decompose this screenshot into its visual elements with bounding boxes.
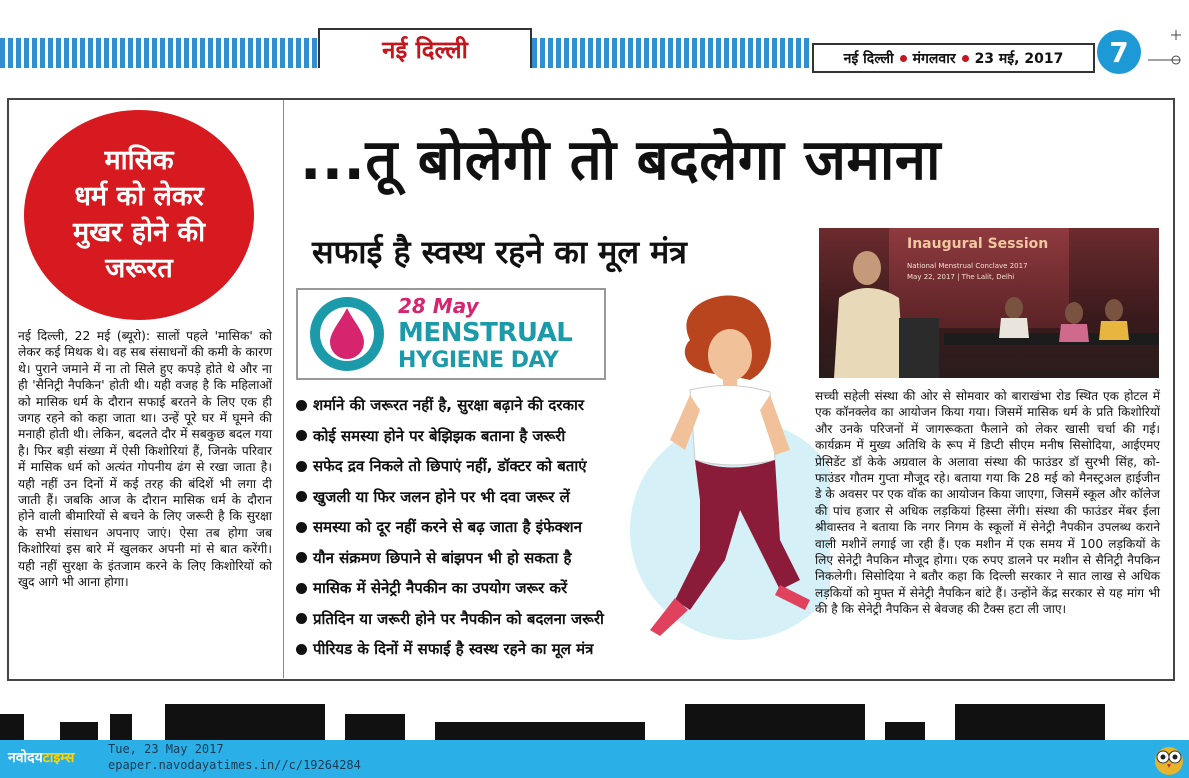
bullet-item bbox=[296, 421, 676, 452]
bullet-text: खुजली या फिर जलन होने पर भी दवा जरूर लें bbox=[313, 487, 570, 506]
bullet-item bbox=[296, 543, 676, 574]
bullet-item bbox=[296, 512, 676, 543]
screen-line-1: National Menstrual Conclave 2017 bbox=[907, 262, 1028, 270]
screen-title: Inaugural Session bbox=[907, 236, 1049, 252]
subheadline: सफाई है स्वस्थ रहने का मूल मंत्र bbox=[312, 233, 687, 271]
bullet-text: यौन संक्रमण छिपाने से बांझपन भी हो सकता है bbox=[313, 548, 572, 567]
speaker-figure bbox=[819, 238, 1159, 378]
hygiene-day-logo bbox=[296, 288, 606, 380]
dateline bbox=[812, 43, 1095, 73]
headline: ...तू बोलेगी तो बदलेगा जमाना bbox=[300, 128, 941, 193]
bullet-dot-icon bbox=[296, 400, 307, 411]
bullet-text: प्रतिदिन या जरूरी होने पर नैपकीन को बदलना जरूरी bbox=[313, 609, 604, 628]
date-full: 23 मई, 2017 bbox=[974, 50, 1064, 67]
brand-part-2: टाइम्स bbox=[42, 750, 75, 766]
bullet-item bbox=[296, 573, 676, 604]
bullet-item bbox=[296, 634, 676, 665]
section-title: नई दिल्ली bbox=[382, 35, 468, 64]
owl-icon bbox=[1152, 742, 1186, 776]
date-city: नई दिल्ली bbox=[843, 50, 894, 67]
masthead-stripes-left bbox=[0, 38, 318, 68]
footer-url[interactable]: epaper.navodayatimes.in//c/19264284 bbox=[108, 758, 361, 772]
badge-line-4: जरूरत bbox=[105, 253, 173, 284]
bullet-dot-icon bbox=[296, 613, 307, 624]
bullet-text: कोई समस्या होने पर बेझिझक बताना है जरूरी bbox=[313, 426, 566, 445]
badge-line-1: मासिक bbox=[104, 145, 174, 176]
bullet-item bbox=[296, 482, 676, 513]
bullet-item bbox=[296, 451, 676, 482]
bullet-text: पीरियड के दिनों में सफाई है स्वस्थ रहने का मूल मंत्र bbox=[313, 640, 594, 659]
bullet-text: मासिक में सेनेट्री नैपकीन का उपयोग जरूर करें bbox=[313, 579, 568, 598]
footer-bar bbox=[0, 740, 1189, 778]
logo-hygiene-day: HYGIENE DAY bbox=[398, 348, 559, 373]
bullet-text: समस्या को दूर नहीं करने से बढ़ जाता है इंफेक्शन bbox=[313, 518, 582, 537]
logo-date: 28 May bbox=[398, 294, 479, 318]
bullet-dot-icon bbox=[296, 522, 307, 533]
event-photo bbox=[819, 228, 1159, 378]
bullet-dot-icon bbox=[296, 491, 307, 502]
next-headline-fragment bbox=[0, 704, 1189, 740]
bullet-dot-icon bbox=[962, 55, 969, 62]
masthead-stripes-right bbox=[532, 38, 812, 68]
column-divider bbox=[283, 100, 284, 678]
badge-line-3: मुखर होने की bbox=[72, 217, 206, 248]
bullet-dot-icon bbox=[296, 644, 307, 655]
bullet-item bbox=[296, 390, 676, 421]
bullet-text: सफेद द्रव निकले तो छिपाएं नहीं, डॉक्टर को बताएं bbox=[313, 457, 587, 476]
red-badge bbox=[24, 110, 254, 320]
bullet-dot-icon bbox=[900, 55, 907, 62]
footer-date: Tue, 23 May 2017 bbox=[108, 742, 224, 756]
crosshair-icon bbox=[1144, 28, 1184, 68]
section-tab bbox=[318, 28, 532, 68]
bullet-item bbox=[296, 604, 676, 635]
bullet-dot-icon bbox=[296, 461, 307, 472]
bullet-dot-icon bbox=[296, 552, 307, 563]
badge-line-2: धर्म को लेकर bbox=[74, 181, 204, 212]
bullet-dot-icon bbox=[296, 583, 307, 594]
date-day: मंगलवार bbox=[912, 50, 956, 67]
left-article-text: नई दिल्ली, 22 मई (ब्यूरो): सालों पहले 'मासिक' को लेकर कई मिथक थे। वह सब संसाधनों की कमी के कारण थे। पुराने जमाने में ना तो सिले हुए कपड़े होते थे और ना ही 'सैनिट्री नैपकिन' होती थी। यही वजह है कि महिलाओं को मासिक धर्म के दौरान सफाई बरतने के लिए एक ही जगह रहने को कहा जाता था। उन्हें पूरे घर में घूमने की मनाही होती थी। लेकिन, बदलते दौर में सबकुछ बदल गया है। फिर बड़ी संख्या में ऐसी किशोरियां हैं, जिनके परिवार में मासिक धर्म को अत्यंत गोपनीय ढंग से रखा जाता है। यही नहीं उन दिनों में कई तरह की बंदिशें भी लगा दी जाती हैं। जबकि आज के दौरान मासिक धर्म के दौरान होने वाली बीमारियों से बचने के लिए जरूरी है कि सुरक्षा के सभी संसाधन अपनाए जाएं। ऐसा तब होगा जब किशोरियां इस बारे में खुलकर अपनी मां से बात करेंगी। यही नहीं सुरक्षा के इंतजाम करने के लिए किशोरियों को खुद आगे भी आना होगा। bbox=[18, 329, 272, 590]
right-article-text: सच्ची सहेली संस्था की ओर से सोमवार को बाराखंभा रोड स्थित एक होटल में एक कॉनक्लेव का आयोजन किया गया। जिसमें मासिक धर्म के प्रति किशोरियों और उनके परिजनों में जागरूकता फैलाने को लेकर खासी चर्चा की गई। कार्यक्रम में मुख्य अतिथि के रूप में डिप्टी सीएम मनीष सिसोदिया, आईएमए प्रेसिडेंट डॉ केके अग्रवाल के अलावा संस्था की फाउंडर डॉ सुरभी सिंह, को-फाउंडर गौतम गुप्ता मौजूद रहे। बताया गया कि 28 मई को मैनस्ट्रअल हाईजीन डे के अवसर पर एक वॉक का आयोजन किया जाएगा, जिसमें स्कूल और कॉलेज की पांच हजार से अधिक लड़कियां हिस्सा लेंगी। संस्था की फाउंडर मेंबर ईला श्रीवास्तव ने बताया कि नगर निगम के स्कूलों में सेनेट्री नैपकीन उपलब्ध कराने वाली मशीनें लगाई जा रही हैं। एक मशीन में एक समय में 100 लड़कियों के लिए सेनेट्री नैपकिन मौजूद होगा। एक रुपए डालने पर मशीन से सैनिट्री नैपकिन निकलेगी। सिसोदिया ने बतौर कहा कि दिल्ली सरकार ने सात लाख से अधिक लड़कियों को मुफ्त में सेनेट्री नैपकिन बांटे हैं। उन्होंने केंद्र सरकार से यह मांग भी की है कि सेनेट्री नैपकिन से बेवजह की टैक्स हटा ली जाए। bbox=[815, 389, 1160, 617]
brand-part-1: नवोदय bbox=[8, 750, 43, 766]
footer-meta bbox=[108, 741, 361, 773]
bullet-dot-icon bbox=[296, 430, 307, 441]
bullet-text: शर्माने की जरूरत नहीं है, सुरक्षा बढ़ाने की दरकार bbox=[313, 396, 585, 415]
drop-icon bbox=[304, 294, 390, 374]
screen-line-2: May 22, 2017 | The Lalit, Delhi bbox=[907, 273, 1015, 281]
footer-brand[interactable] bbox=[8, 748, 74, 767]
page-number: 7 bbox=[1097, 30, 1141, 74]
bullet-list bbox=[296, 390, 676, 665]
logo-menstrual: MENSTRUAL bbox=[398, 318, 573, 348]
